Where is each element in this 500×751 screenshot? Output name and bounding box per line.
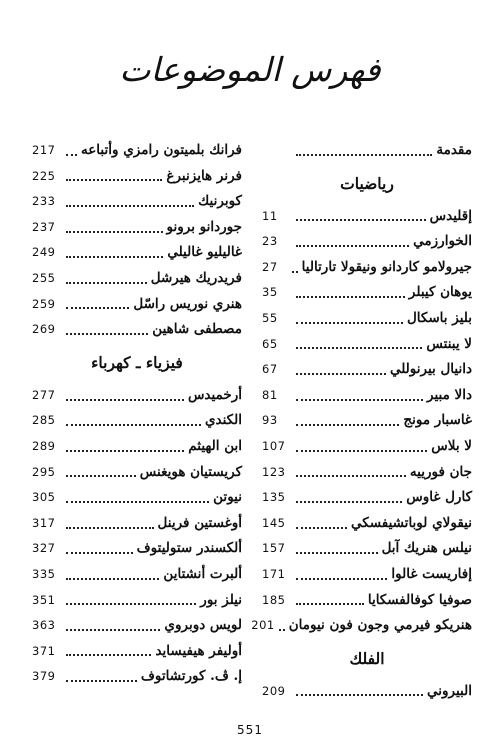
- dot-leader: [296, 237, 409, 247]
- toc-entry-title: نيلز بور: [200, 591, 242, 608]
- toc-entry-page: 67: [262, 362, 278, 377]
- dot-leader: [296, 519, 347, 529]
- dot-leader: [66, 467, 136, 477]
- toc-entry-title: الكندي: [204, 412, 242, 429]
- toc-entry-title: دالا مبير: [427, 386, 472, 403]
- toc-entry-title: كوبرنيك: [198, 193, 242, 210]
- toc-entry-page: 145: [262, 515, 286, 530]
- toc-entry-title: البيروني: [427, 682, 472, 699]
- toc-entry: [32, 408, 242, 434]
- dot-leader: [296, 686, 423, 696]
- dot-leader: [66, 146, 77, 156]
- toc-entry: [262, 679, 472, 705]
- page-number: 551: [237, 723, 263, 737]
- dot-leader: [296, 211, 426, 221]
- toc-entry-title: مصطفى شاهين: [152, 321, 242, 338]
- toc-entry: [32, 383, 242, 409]
- toc-entry-page: 185: [262, 592, 286, 607]
- dot-leader: [296, 146, 432, 156]
- dot-leader: [296, 288, 405, 298]
- toc-entry-page: 217: [32, 143, 56, 157]
- toc-entry-page: 157: [262, 541, 286, 556]
- toc-entry: [32, 240, 242, 266]
- toc-entry: [32, 215, 242, 241]
- toc-entry: [262, 511, 472, 537]
- toc-entry-page: 233: [32, 194, 56, 209]
- toc-entry: [32, 266, 242, 292]
- toc-entry: [262, 138, 472, 164]
- dot-leader: [296, 416, 399, 426]
- dot-leader: [279, 621, 285, 631]
- toc-entry-title: جيرولامو كاردانو ونيقولا تارتاليا: [301, 258, 472, 275]
- toc-entry-page: 81: [262, 387, 278, 402]
- toc-entry-title: ألبرت أنشتاين: [163, 565, 242, 582]
- toc-entry-page: 249: [32, 245, 56, 260]
- toc-entry-page: 285: [32, 413, 56, 428]
- dot-leader: [296, 314, 403, 324]
- toc-entry: [262, 408, 472, 434]
- toc-entry-page: 277: [32, 387, 56, 402]
- dot-leader: [292, 263, 298, 273]
- toc-entry-page: 379: [32, 669, 56, 684]
- dot-leader: [66, 197, 194, 207]
- toc-entry-title: نيلس هنريك آبل: [381, 540, 472, 557]
- toc-entry-page: 317: [32, 515, 56, 530]
- toc-entry: [251, 613, 472, 639]
- toc-entry-title: هنري نوريس راسّل: [133, 295, 242, 312]
- toc-entry: [32, 317, 242, 343]
- toc-entry-title: ألكسندر ستوليتوف: [136, 540, 242, 557]
- section-heading: الفلك: [349, 648, 385, 668]
- dot-leader: [66, 544, 133, 554]
- dot-leader: [66, 646, 151, 656]
- toc-entry: [262, 204, 472, 230]
- toc-entry-page: 201: [251, 618, 275, 633]
- toc-entry: [32, 664, 242, 690]
- toc-entry: [32, 536, 242, 562]
- dot-leader: [66, 595, 196, 605]
- toc-entry: [32, 639, 242, 665]
- toc-entry-page: 209: [262, 683, 286, 698]
- dot-leader: [66, 672, 137, 682]
- toc-entry-page: 335: [32, 566, 56, 581]
- dot-leader: [296, 442, 427, 452]
- toc-entry: [262, 229, 472, 255]
- toc-entry-page: 11: [262, 208, 278, 223]
- dot-leader: [66, 325, 148, 335]
- section-heading: فيزياء ـ كهرباء: [91, 352, 183, 372]
- toc-entry-title: إقليدس: [429, 207, 472, 224]
- toc-entry-title: جان فورييه: [409, 463, 472, 480]
- toc-entry: [32, 613, 242, 639]
- toc-entry-title: هنريكو فيرمي وجون فون نيومان: [288, 617, 472, 634]
- toc-entry-page: 259: [32, 296, 56, 311]
- toc-entry-page: 269: [32, 322, 56, 337]
- toc-entry: [32, 292, 242, 318]
- dot-leader: [66, 416, 201, 426]
- dot-leader: [66, 519, 154, 529]
- toc-entry: [32, 434, 242, 460]
- toc-entry-title: أرخميدس: [187, 386, 242, 403]
- page-title: فهرس الموضوعات: [119, 50, 381, 89]
- toc-entry: [262, 485, 472, 511]
- toc-entry-page: 123: [262, 464, 286, 479]
- toc-entry: [262, 306, 472, 332]
- dot-leader: [296, 493, 402, 503]
- toc-entry: [262, 588, 472, 614]
- toc-entry: [262, 280, 472, 306]
- toc-entry-page: 35: [262, 285, 278, 300]
- toc-entry-title: نيقولاي لوباتشيفسكي: [350, 514, 472, 531]
- toc-entry-page: 27: [262, 259, 278, 274]
- toc-entry-title: لويس دوبروي: [164, 617, 242, 634]
- toc-entry: [32, 164, 242, 190]
- toc-entry-title: إ. ڤ. كورتشاتوف: [140, 668, 242, 685]
- toc-entry-page: 351: [32, 592, 56, 607]
- toc-entry-title: فريدريك هيرشل: [150, 269, 242, 286]
- toc-entry-page: 255: [32, 270, 56, 285]
- toc-entry-title: ابن الهيثم: [188, 437, 242, 454]
- toc-entry: [262, 434, 472, 460]
- toc-entry-title: كريستيان هويغنس: [139, 463, 242, 480]
- toc-entry: [32, 460, 242, 486]
- dot-leader: [66, 299, 129, 309]
- toc-entry: [32, 138, 242, 164]
- toc-entry: [32, 485, 242, 511]
- toc-entry-title: فرانك بلميتون رامزي وأتباعه: [81, 142, 242, 158]
- toc-entry-page: 295: [32, 464, 56, 479]
- toc-column-right: [251, 138, 472, 704]
- toc-entry-page: 363: [32, 618, 56, 633]
- toc-entry: [32, 511, 242, 537]
- dot-leader: [66, 391, 184, 401]
- toc-entry-page: 237: [32, 219, 56, 234]
- toc-entry-page: 107: [262, 438, 286, 453]
- toc-entry-title: الخوارزمي: [413, 233, 472, 250]
- toc-entry-title: جوردانو برونو: [166, 218, 242, 235]
- dot-leader: [66, 493, 209, 503]
- dot-leader: [66, 274, 147, 284]
- dot-leader: [296, 339, 422, 349]
- toc-entry-title: مقدمة: [436, 142, 472, 158]
- dot-leader: [296, 365, 386, 375]
- dot-leader: [66, 570, 159, 580]
- toc-entry-page: 23: [262, 234, 278, 249]
- toc-entry-page: 305: [32, 490, 56, 505]
- toc-entry-title: صوفيا كوفالفسكايا: [367, 591, 472, 608]
- toc-entry-title: لا بلاس: [431, 437, 472, 454]
- toc-entry-page: 135: [262, 490, 286, 505]
- toc-entry-title: نيوتن: [213, 489, 242, 506]
- toc-entry-page: 327: [32, 541, 56, 556]
- toc-entry-page: 65: [262, 336, 278, 351]
- toc-entry: [32, 189, 242, 215]
- toc-entry-title: غاليليو غاليلي: [167, 244, 242, 261]
- toc-entry-title: كارل غاوس: [406, 489, 472, 506]
- toc-entry: [262, 255, 472, 281]
- toc-entry: [262, 357, 472, 383]
- toc-entry-page: 93: [262, 413, 278, 428]
- toc-entry-title: إفاريست غالوا: [391, 565, 472, 582]
- toc-entry-title: غاسبار مونج: [403, 412, 472, 429]
- toc-entry-page: 225: [32, 168, 56, 183]
- toc-entry: [32, 562, 242, 588]
- toc-entry: [262, 536, 472, 562]
- toc-entry: [262, 332, 472, 358]
- dot-leader: [66, 621, 160, 631]
- dot-leader: [296, 595, 364, 605]
- toc-entry-title: لا يبنتس: [426, 335, 472, 352]
- dot-leader: [296, 570, 387, 580]
- toc-column-left: [32, 138, 242, 690]
- dot-leader: [66, 442, 184, 452]
- dot-leader: [296, 391, 423, 401]
- dot-leader: [66, 248, 163, 258]
- toc-entry: [262, 460, 472, 486]
- toc-entry-page: 371: [32, 643, 56, 658]
- dot-leader: [296, 544, 378, 554]
- toc-entry: [262, 562, 472, 588]
- toc-entry-title: بليز باسكال: [406, 309, 472, 326]
- toc-entry: [32, 588, 242, 614]
- dot-leader: [296, 467, 406, 477]
- section-heading: رياضيات: [340, 173, 394, 193]
- toc-entry-title: أوليفر هيفيسايد: [155, 642, 242, 659]
- toc-entry-page: 55: [262, 310, 278, 325]
- dot-leader: [66, 171, 162, 181]
- toc-entry-title: يوهان كيبلر: [408, 284, 472, 301]
- toc-entry-title: دانيال بيرنوللي: [389, 361, 472, 378]
- toc-entry-page: 289: [32, 438, 56, 453]
- toc-entry-page: 171: [262, 566, 286, 581]
- toc-entry-title: فرنر هايزنبرغ: [166, 167, 242, 184]
- dot-leader: [66, 223, 163, 233]
- toc-entry: [262, 383, 472, 409]
- toc-entry-title: أوغستين فرينل: [157, 514, 242, 531]
